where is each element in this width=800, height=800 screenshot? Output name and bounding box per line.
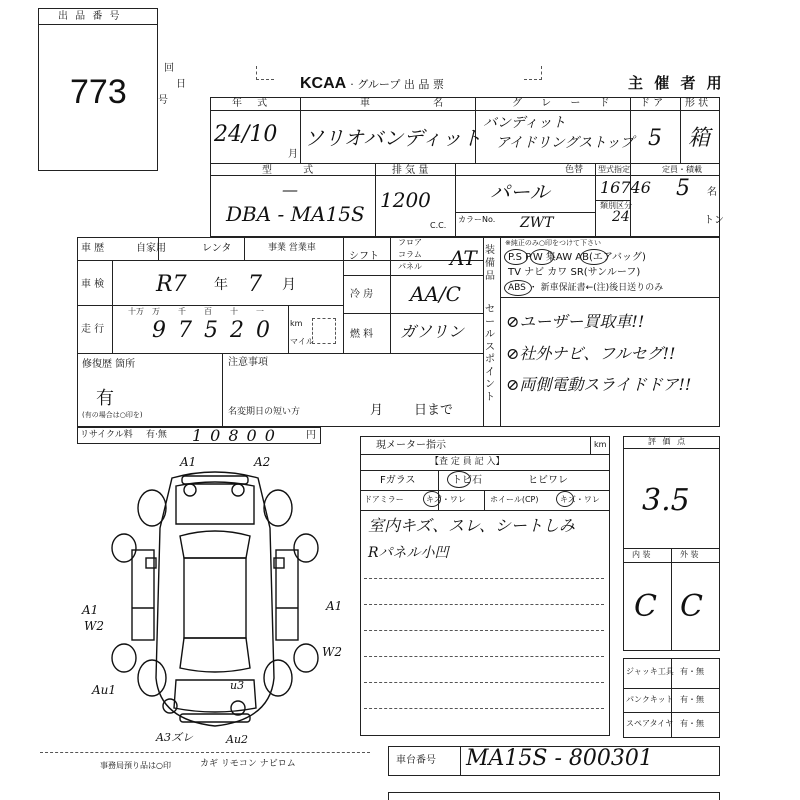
notes-month: 月	[370, 403, 384, 418]
title-guide-left	[256, 66, 274, 80]
recycle-label: リサイクル料	[80, 430, 133, 440]
diagram-mark-a2-top: A2	[254, 455, 271, 469]
history-option-business: 事業 営業車	[268, 243, 316, 253]
year-label: 年 式	[232, 98, 274, 109]
color-label: 色替	[565, 165, 584, 175]
model-label: 型 式	[262, 165, 328, 176]
diagram-mark-a3-zure: A3ズレ	[156, 731, 193, 744]
interior-value: C	[634, 589, 657, 624]
recycle-unit: 円	[306, 430, 316, 441]
wheel-rear-left	[138, 660, 166, 696]
selling-point-3: ⊘両側電動スライドドア!!	[506, 375, 692, 394]
cc-label: 排 気 量	[392, 165, 429, 176]
class-value: 24	[612, 209, 630, 225]
aircon-value: AA/C	[410, 282, 461, 306]
score-value: 3.5	[642, 483, 690, 518]
model-dash: —	[282, 180, 298, 199]
history-option-private: 自家用	[136, 243, 166, 254]
km-label: km	[290, 319, 303, 328]
lot-number-value: 773	[70, 73, 127, 111]
spare-options: 有・無	[680, 719, 704, 728]
door-mirror-label: ドアミラー	[364, 495, 404, 504]
lot-number-label: 出 品 番 号	[58, 11, 122, 22]
score-label: 評 価 点	[648, 437, 688, 446]
inspector-label: 【査 定 員 記 入】	[430, 457, 505, 467]
vehicle-name-value: ソリオバンディット	[304, 126, 482, 150]
inspection-month-label: 月	[282, 277, 296, 293]
equipment-note: ※純正のみ○印をつけて下さい	[505, 239, 601, 247]
repair-value: 有	[96, 388, 114, 409]
puncture-label: パンクキット	[626, 695, 674, 704]
shift-option-panel: パネル	[398, 262, 422, 271]
shift-option-column: コラム	[398, 250, 422, 259]
diagram-mark-a1-top: A1	[180, 455, 197, 469]
mirror-kizu-circle	[423, 491, 441, 507]
mileage-digit-label: 千	[178, 307, 186, 316]
wheel-side-right-rear	[294, 644, 318, 672]
selling-point-1: ⊘ユーザー買取車!!	[506, 312, 645, 331]
capacity-unit: 名	[707, 187, 717, 198]
mileage-digit: 0	[256, 318, 270, 343]
form-title-text: · グループ 出 品 票	[350, 78, 444, 91]
shift-value: AT	[450, 246, 477, 270]
inspection-month-value: 7	[248, 272, 262, 297]
wheel-label: ホイール(CP)	[490, 495, 539, 504]
grade-value-1: バンディット	[483, 115, 566, 131]
kai-label: 回	[164, 63, 174, 74]
windshield	[180, 531, 250, 558]
damage-circle	[163, 699, 177, 713]
mileage-label: 走 行	[81, 324, 105, 335]
f-glass-label: Fガラス	[380, 475, 416, 486]
inspector-comment-2: Rパネル小凹	[368, 545, 449, 561]
color-value: パール	[490, 180, 550, 204]
equipment-line-3: ABS ・ 新車保証書←(注)後日送りのみ	[508, 283, 664, 293]
jack-label: ジャッキ工具	[626, 667, 674, 676]
spare-label: スペアタイヤ	[626, 719, 674, 728]
selling-point-2: ⊘社外ナビ、フルセグ!!	[506, 344, 676, 363]
damage-circle	[184, 484, 196, 496]
mileage-digit: 9	[152, 318, 166, 343]
mileage-digit-label: 十	[230, 307, 238, 316]
door-value: 5	[648, 126, 662, 151]
fuel-label: 燃 料	[350, 329, 374, 340]
car-damage-diagram	[110, 455, 320, 748]
name-label: 車 名	[360, 98, 474, 109]
recycle-value: 10800	[192, 426, 283, 445]
fuel-value: ガソリン	[400, 322, 465, 341]
cc-unit: C.C.	[430, 221, 447, 230]
shape-label: 形 状	[685, 98, 709, 109]
mile-label: マイル	[290, 337, 314, 346]
mileage-digit: 7	[178, 318, 192, 343]
tobi-ishi-circle	[447, 471, 471, 488]
diagram-mark-a1-left: A1	[82, 603, 99, 617]
damage-circle	[231, 701, 245, 715]
equipment-line-1: P.S P.W 集AW AB(エアバッグ)	[508, 252, 646, 263]
hibiware-label: ヒビワレ	[528, 475, 568, 486]
recycle-options: 有·無	[146, 430, 167, 440]
wheel-side-left-rear	[112, 644, 136, 672]
class-label: 類別区分	[600, 201, 632, 210]
inspection-value: R7	[156, 272, 187, 297]
wheel-front-right	[264, 490, 292, 526]
capacity-value: 5	[676, 176, 690, 201]
notes-short-label: 名変期日の短い方	[228, 407, 301, 417]
diagram-mark-w2-right: W2	[322, 645, 342, 659]
equipment-circle-pw	[530, 249, 554, 265]
shape-value: 箱	[688, 126, 711, 151]
aircon-label: 冷 房	[350, 289, 374, 300]
exterior-label: 外 装	[680, 550, 699, 559]
door-mirror-marks: キズ・ワレ	[426, 495, 466, 504]
meter-label: 現メーター指示	[376, 440, 446, 451]
inspection-year-label: 年	[214, 277, 228, 293]
model-value: DBA - MA15S	[226, 202, 365, 226]
notes-label: 注意事項	[228, 357, 268, 368]
history-option-rental: レンタ	[202, 243, 232, 254]
form-title	[300, 73, 444, 93]
bottom-cut-box	[388, 792, 720, 800]
mileage-digit-label: 万	[152, 307, 160, 316]
color-no-label: カラーNo.	[458, 215, 496, 224]
grade-label: グ レ ー ド	[512, 98, 618, 109]
year-value: 24/10	[214, 122, 278, 147]
gou-label: 号	[158, 95, 168, 106]
exterior-value: C	[680, 589, 703, 624]
mileage-digit: 2	[230, 318, 244, 343]
selling-points-label: セールスポイント	[485, 304, 495, 403]
inspector-comment-1: 室内キズ、スレ、シートしみ	[368, 516, 575, 535]
repair-label: 修復歴 箇所	[82, 359, 136, 370]
diagram-mark-au2: Au2	[226, 733, 249, 746]
form-brand: KCAA	[300, 75, 347, 92]
tobi-ishi-label: トビ石	[452, 475, 482, 486]
car-body-outline	[156, 472, 274, 726]
wheel-kizu-circle	[556, 491, 574, 507]
jack-options: 有・無	[680, 667, 704, 676]
diagram-mark-au1-left: Au1	[92, 683, 117, 697]
wheel-rear-right	[264, 660, 292, 696]
mileage-digit-label: 百	[204, 307, 212, 316]
organizer-label: 主 催 者 用	[628, 74, 725, 92]
repair-note: (有の場合は○印を)	[82, 411, 143, 419]
wheel-marks: キズ・ワレ	[560, 495, 600, 504]
mile-checkbox	[312, 318, 336, 344]
damage-circle	[232, 484, 244, 496]
side-panel-right	[276, 550, 298, 640]
puncture-options: 有・無	[680, 695, 704, 704]
title-guide-right	[524, 66, 542, 80]
equipment-label: 装備品	[485, 245, 495, 282]
hood	[176, 482, 254, 524]
nichi-label: 日	[176, 79, 186, 90]
office-items: カギ リモコン ナビロム	[200, 759, 296, 769]
grade-value-2: アイドリングストップ	[496, 135, 634, 151]
year-month-suffix: 月	[288, 149, 298, 160]
equipment-circle-aw	[580, 249, 608, 265]
equipment-circle-abs	[504, 280, 532, 296]
chassis-label: 車台番号	[396, 755, 436, 766]
rear-window	[180, 638, 250, 672]
chassis-value: MA15S - 800301	[466, 746, 653, 771]
ton-unit: トン	[704, 215, 724, 226]
diagram-mark-u3: u3	[230, 679, 245, 692]
mileage-digit-label: 十万	[128, 307, 144, 316]
history-label: 車 歴	[81, 243, 105, 254]
side-panel-left	[132, 550, 154, 640]
inspection-label: 車 検	[81, 279, 105, 290]
cabin-roof	[184, 558, 246, 638]
cc-value: 1200	[380, 188, 431, 212]
color-no-value: ZWT	[520, 215, 554, 231]
type-spec-label: 型式指定	[598, 165, 630, 174]
equipment-line-2: TV ナビ カワ SR(サンルーフ)	[508, 267, 641, 278]
mileage-digit-label: 一	[256, 307, 264, 316]
notes-day: 日まで	[414, 403, 454, 418]
door-label: ド ア	[640, 98, 664, 109]
diagram-mark-w2-left: W2	[84, 619, 104, 633]
interior-label: 内 装	[632, 550, 651, 559]
mileage-digit: 5	[204, 318, 218, 343]
office-label: 事務局預り品は○印	[100, 761, 171, 770]
equipment-circle-ps	[504, 249, 528, 265]
capacity-label: 定員・積載	[662, 165, 702, 174]
meter-unit: km	[594, 440, 607, 449]
shift-option-floor: フロア	[398, 238, 422, 247]
diagram-mark-a1-right: A1	[326, 599, 343, 613]
shift-label: シフト	[349, 251, 379, 262]
wheel-front-left	[138, 490, 166, 526]
type-spec-value: 16746	[600, 178, 651, 197]
